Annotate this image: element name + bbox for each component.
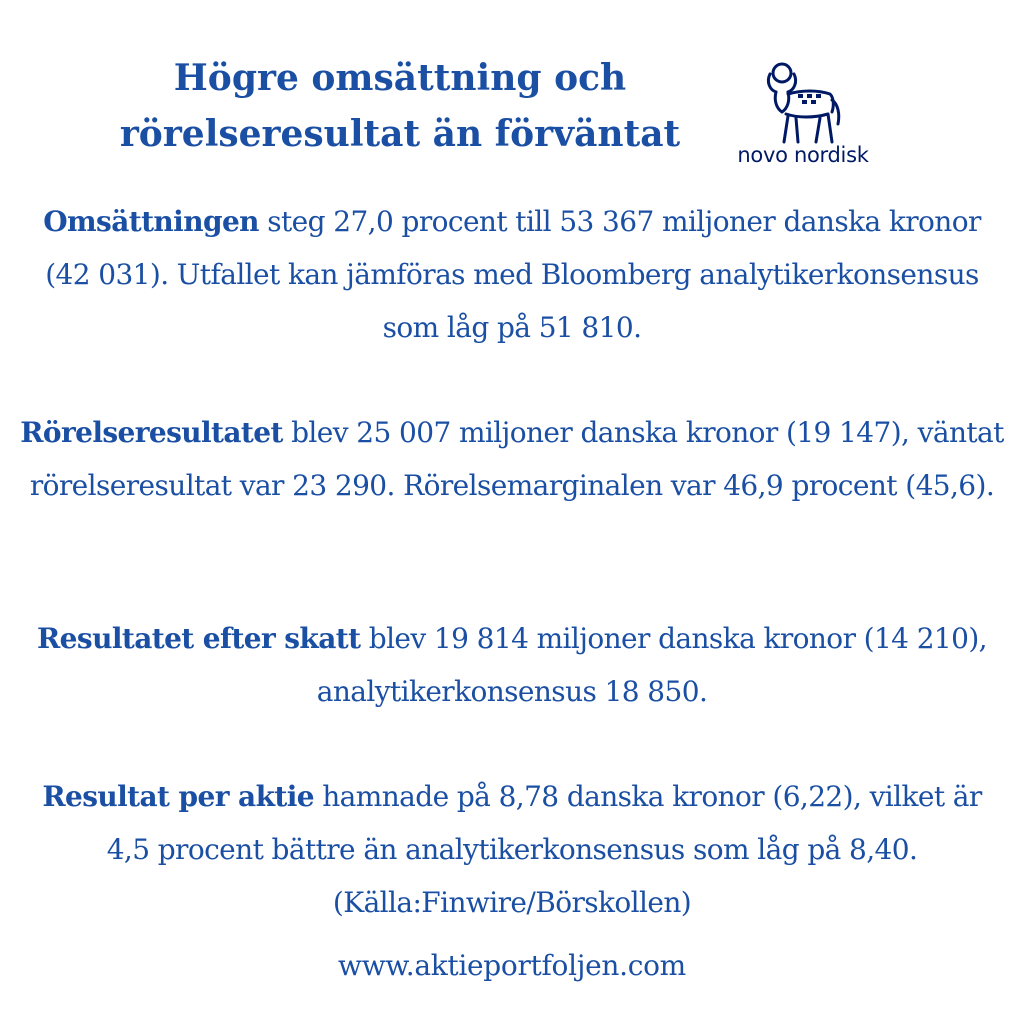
eps-paragraph <box>20 770 1004 929</box>
eps-lead: Resultat per aktie <box>42 780 314 813</box>
operating-profit-body: blev 25 007 miljoner danska kronor (19 147), väntat rörelseresultat var 23 290. Rörelsemarginalen var 46,9 procent (45,6). <box>29 416 1004 502</box>
novo-nordisk-logo <box>728 60 878 170</box>
net-profit-paragraph <box>20 612 1004 718</box>
revenue-paragraph <box>20 195 1004 354</box>
website-link[interactable]: www.aktieportfoljen.com <box>338 949 686 982</box>
operating-profit-paragraph <box>20 406 1004 512</box>
logo-wordmark: novo nordisk <box>737 143 869 167</box>
revenue-body: steg 27,0 procent till 53 367 miljoner danska kronor (42 031). Utfallet kan jämföras med Bloomberg analytikerkonsensus som låg på 51 810. <box>45 205 981 344</box>
eps-body: hamnade på 8,78 danska kronor (6,22), vilket är 4,5 procent bättre än analytikerkonsensus som låg på 8,40. (Källa:Finwire/Börskollen) <box>106 780 982 919</box>
operating-profit-lead: Rörelseresultatet <box>20 416 283 449</box>
page-title <box>60 50 740 162</box>
net-profit-lead: Resultatet efter skatt <box>37 622 361 655</box>
revenue-lead: Omsättningen <box>43 205 259 238</box>
title-line-1: Högre omsättning och <box>173 57 627 99</box>
title-line-2: rörelseresultat än förväntat <box>119 113 681 155</box>
apis-bull-icon <box>758 60 848 146</box>
net-profit-body: blev 19 814 miljoner danska kronor (14 210), analytikerkonsensus 18 850. <box>316 622 987 708</box>
